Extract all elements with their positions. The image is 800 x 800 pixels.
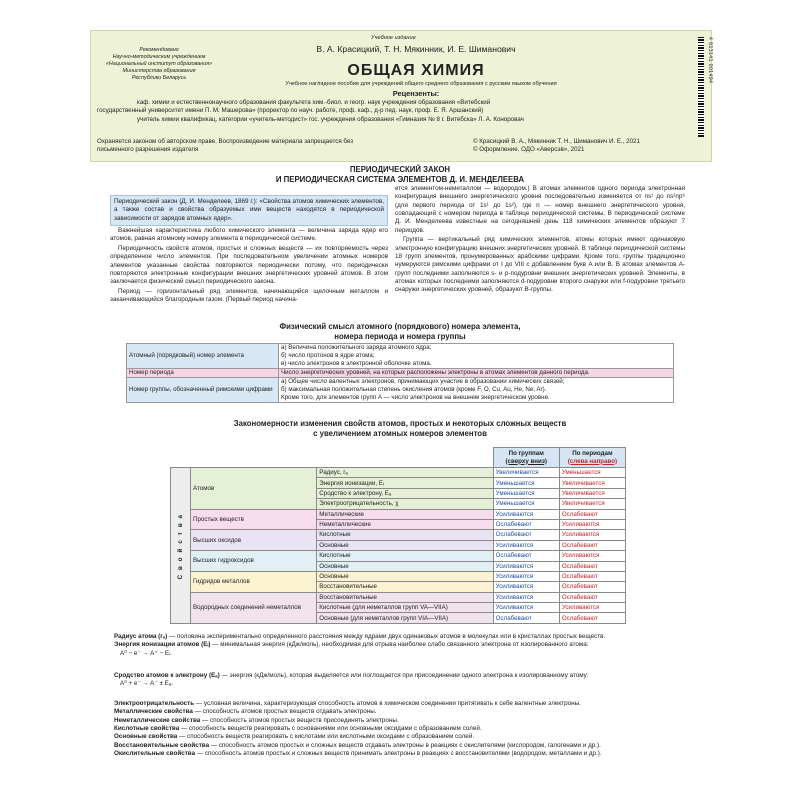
value-line: в) число электронов в электронной оболочке атома. bbox=[281, 359, 432, 367]
definition-text: — минимальная энергия (кДж/моль), необходимая для отрыва наиболее слабо связанного электрона от изолированного атома: bbox=[210, 641, 589, 649]
table1-title-line: номера периода и номера группы bbox=[334, 331, 466, 341]
value-line: а) Величина положительного заряда атомного ядра; bbox=[281, 344, 432, 351]
approval-line: Министерства образования bbox=[122, 68, 196, 75]
table-row bbox=[171, 468, 626, 478]
trends-table bbox=[170, 447, 626, 624]
definitions-block-3 bbox=[114, 700, 690, 759]
table-row bbox=[171, 571, 626, 581]
row-label: Номер группы, обозначенный римскими цифрами bbox=[127, 377, 279, 402]
property: Основные (для неметаллов групп VIA—VIIA) bbox=[317, 613, 493, 623]
row-label: Атомный (порядковый) номер элемента bbox=[127, 344, 279, 369]
edition-label: Учебное издание bbox=[371, 35, 416, 41]
definition bbox=[114, 672, 690, 680]
value-line: б) максимальная положительная степень окисления атомов (кроме F, O, Cu, Au, He, Ne, Ar). bbox=[281, 385, 547, 393]
group-trend: Уменьшается bbox=[493, 488, 559, 498]
col-header-groups bbox=[493, 448, 559, 468]
approval-line: Рекомендовано bbox=[139, 47, 179, 53]
property: Неметаллические bbox=[317, 519, 493, 529]
group-trend: Усиливаются bbox=[493, 592, 559, 602]
group-trend: Усиливаются bbox=[493, 603, 559, 613]
property: Основные bbox=[317, 540, 493, 550]
property: Восстановительные bbox=[317, 592, 493, 602]
definition bbox=[114, 708, 690, 716]
paragraph: Периодичность свойств атомов, простых и сложных веществ — их повторяемость через определенное число элементов. При последовательном увеличении атомных номеров элементов указанные свойства повторяются периодически потому, что периодически повторяются электронные конфигурации внешних энергетических уровней атомов. В этом заключается физический смысл периодического закона. bbox=[110, 244, 388, 286]
definition-text: — способность атомов простых веществ отдавать электроны. bbox=[192, 708, 377, 716]
table1-title-line: Физический смысл атомного (порядкового) номера элемента, bbox=[279, 322, 521, 331]
periodic-law-box: Периодический закон (Д. И. Менделеев, 1869 г.): «Свойства атомов химических элементов, а также состав и свойства образуемых ими веществ находятся в периодической зависимости от зарядов атомных ядер». bbox=[110, 195, 388, 226]
definition-text: — условная величина, характеризующая способность атомов в химическом соединении притягивать к себе валентные электроны. bbox=[194, 700, 581, 707]
property: Металлические bbox=[317, 509, 493, 519]
group-trend: Уменьшается bbox=[493, 478, 559, 488]
period-trend: Ослабевают bbox=[559, 582, 625, 592]
equation: A⁰ + e⁻ → A⁻ ± Eₐ. bbox=[120, 680, 173, 688]
definition-term: Электроотрицательность bbox=[114, 700, 195, 707]
group-trend: Уменьшается bbox=[493, 499, 559, 509]
table2-title-line: с увеличением атомных номеров элементов bbox=[313, 428, 487, 438]
group-trend: Ослабевают bbox=[493, 519, 559, 529]
right-column bbox=[395, 185, 685, 296]
definition-term: Окислительные свойства bbox=[114, 750, 196, 758]
definition-text: — способность атомов простых веществ присоединять электроны. bbox=[200, 716, 399, 724]
definitions-block-2 bbox=[114, 672, 690, 689]
definition-text: — энергия (кДж/моль), которая выделяется или поглощается при присоединении одного электрона к изолированному атому: bbox=[219, 672, 589, 679]
property: Основные bbox=[317, 571, 493, 581]
col-header-sub: (сверху вниз) bbox=[505, 457, 547, 465]
definition bbox=[114, 742, 690, 750]
row-value bbox=[279, 377, 674, 402]
definition-term: Восстановительные свойства bbox=[114, 741, 210, 749]
group-trend: Увеличивается bbox=[493, 468, 559, 478]
value-line: а) Общее число валентных электронов, принимающих участие в образовании химических связей; bbox=[281, 377, 565, 385]
property: Кислотные bbox=[317, 551, 493, 561]
property: Энергия ионизации, Eᵢ bbox=[317, 478, 493, 488]
group-metal-hydrides: Гидридов металлов bbox=[191, 571, 317, 592]
definition-term: Радиус атома (rₐ) bbox=[114, 633, 168, 640]
group-atoms: Атомов bbox=[191, 468, 317, 510]
group-trend: Усиливаются bbox=[493, 540, 559, 550]
group-trend: Усиливаются bbox=[493, 582, 559, 592]
barcode bbox=[698, 37, 713, 137]
copyright-note: Охраняется законом об авторском праве. Воспроизведение материала запрещается без письменного разрешения издателя bbox=[97, 138, 354, 154]
reviewer-line: учитель химии квалификац. категории «учитель-методист» гос. учреждения образования «Гимназия № 8 г. Витебска» Л. А. Коноровач bbox=[137, 115, 524, 123]
col-header-label: По периодам bbox=[572, 450, 613, 458]
definition bbox=[114, 750, 690, 758]
approval-stamp bbox=[99, 47, 219, 82]
meaning-table bbox=[126, 343, 674, 403]
group-hydroxides: Высших гидроксидов bbox=[191, 551, 317, 572]
side-label bbox=[171, 468, 191, 624]
period-trend: Ослабевают bbox=[559, 509, 625, 519]
period-trend: Усиливаются bbox=[559, 551, 625, 561]
section-title bbox=[160, 165, 640, 184]
book-title: ОБЩАЯ ХИМИЯ bbox=[347, 62, 485, 79]
col-header-periods bbox=[559, 448, 625, 468]
copyright-line: © Красицкий В. А., Мякинник Т. Н., Шиманович И. Е., 2021 bbox=[473, 138, 640, 145]
table2-title bbox=[200, 419, 600, 438]
reviewer-line: государственный университет имени П. М. Машерова» (проректор по науч. работе, проф. каф., д-р пед. наук, проф. Е. Я. Аршанский) bbox=[97, 107, 484, 115]
group-trend: Усиливаются bbox=[493, 561, 559, 571]
reviewer-line: каф. химии и естественнонаучного образования факультета хим.-биол. и геогр. наук учреждения образования «Витебский bbox=[137, 99, 491, 106]
period-trend: Ослабевают bbox=[559, 613, 625, 623]
definition-term: Энергия ионизации атомов (Eᵢ) bbox=[114, 641, 211, 649]
side-label-text: Свойства bbox=[176, 509, 184, 580]
table-row bbox=[127, 377, 674, 402]
table-row bbox=[171, 592, 626, 602]
definition bbox=[114, 717, 690, 725]
corner-cell bbox=[171, 448, 191, 468]
section-title-line: ПЕРИОДИЧЕСКИЙ ЗАКОН bbox=[349, 165, 451, 174]
col-header-sub: (слева направо) bbox=[567, 457, 618, 465]
header-panel bbox=[90, 30, 712, 162]
period-trend: Ослабевают bbox=[559, 561, 625, 571]
paragraph: Период — горизонтальный ряд элементов, начинающийся щелочным металлом и заканчивающийся благородным газом. (Первый период начина- bbox=[110, 287, 388, 303]
property: Сродство к электрону, Eₐ bbox=[317, 488, 493, 498]
row-value bbox=[279, 344, 674, 369]
copyright-line: © Оформление. ОДО «Аверсэв», 2021 bbox=[473, 146, 585, 154]
group-oxides: Высших оксидов bbox=[191, 530, 317, 551]
definitions-block-1 bbox=[114, 633, 690, 658]
reviewers-list bbox=[97, 99, 695, 124]
property: Восстановительные bbox=[317, 582, 493, 592]
group-trend: Ослабевают bbox=[493, 613, 559, 623]
paragraph: ется элементом-неметаллом — водородом.) В атомах элементов одного периода электронная конфигурация внешнего энергетического уровня последовательно изменяется от ns¹ до ns²np⁶ (для первого периода от 1s¹ до 1s²), где n — номер внешнего энергетического уровня, совпадающий с номером периода в таблице периодической системы. В периодической системе Д. И. Менделеева известные на сегодняшний день 118 химических элементов образуют 7 периодов. bbox=[395, 185, 685, 234]
corner-cell bbox=[317, 448, 493, 468]
left-column bbox=[110, 195, 388, 305]
col-header-label: По группам bbox=[508, 450, 544, 458]
definition-term: Неметаллические свойства bbox=[114, 716, 201, 724]
paragraph: Важнейшая характеристика любого химического элемента — величина заряда ядер его атомов, равная атомному номеру элемента в периодической системе. bbox=[110, 227, 388, 243]
definition bbox=[114, 641, 690, 649]
row-value: Число энергетических уровней, на которых расположены электроны в атомах элементов данного периода. bbox=[279, 368, 674, 377]
definition-text: — половина экспериментально определенного расстояния между ядрами двух одинаковых атомов в молекулах или в кристаллах простых веществ. bbox=[167, 633, 606, 640]
group-trend: Ослабевают bbox=[493, 530, 559, 540]
group-trend: Ослабевают bbox=[493, 551, 559, 561]
table-row bbox=[127, 344, 674, 369]
group-simple: Простых веществ bbox=[191, 509, 317, 530]
definition-term: Кислотные свойства bbox=[114, 725, 180, 733]
value-line: б) число протонов в ядре атома; bbox=[281, 351, 375, 359]
table-header-row bbox=[171, 448, 626, 468]
authors: В. А. Красицкий, Т. Н. Мякинник, И. Е. Шиманович bbox=[316, 44, 516, 54]
barcode-number: 4 813141 001494 bbox=[707, 37, 713, 84]
table1-title bbox=[200, 322, 600, 341]
definition-text: — способность атомов простых и сложных веществ принимать электроны в реакциях с восстановителями (водородом, металлами и др.). bbox=[195, 750, 602, 758]
row-label: Номер периода bbox=[127, 368, 279, 377]
definition-text: — способность веществ реагировать с кислотами или кислотными оксидами с образованием солей. bbox=[177, 733, 475, 741]
approval-line: «Национальный институт образования» bbox=[105, 61, 213, 68]
reviewers-title: Рецензенты: bbox=[392, 89, 440, 98]
book-subtitle: Учебное наглядное пособие для учреждений общего среднего образования с русским языком обучения bbox=[285, 81, 557, 87]
approval-line: Научно-методическим учреждением bbox=[112, 54, 206, 61]
table-row bbox=[127, 368, 674, 377]
definition-text: — способность веществ реагировать с основаниями или основными оксидами с образованием солей. bbox=[179, 725, 482, 733]
definition-term: Металлические свойства bbox=[114, 708, 193, 716]
approval-line: Республики Беларусь bbox=[131, 75, 187, 82]
definition-term: Основные свойства bbox=[114, 733, 178, 741]
period-trend: Ослабевают bbox=[559, 592, 625, 602]
table-row bbox=[171, 530, 626, 540]
group-nonmetal-hydrogen: Водородных соединений неметаллов bbox=[191, 592, 317, 623]
period-trend: Ослабевают bbox=[559, 540, 625, 550]
period-trend: Усиливаются bbox=[559, 530, 625, 540]
property: Кислотные bbox=[317, 530, 493, 540]
definition bbox=[114, 733, 690, 741]
definition-term: Сродство атомов к электрону (Eₐ) bbox=[114, 672, 220, 679]
period-trend: Уменьшается bbox=[559, 468, 625, 478]
table-row bbox=[171, 551, 626, 561]
group-trend: Усиливаются bbox=[493, 509, 559, 519]
equation: A⁰ − e⁻ → A⁺ − Eᵢ. bbox=[120, 649, 172, 657]
section-title-line: И ПЕРИОДИЧЕСКАЯ СИСТЕМА ЭЛЕМЕНТОВ Д. И. МЕНДЕЛЕЕВА bbox=[275, 174, 525, 184]
value-line: Кроме того, для элементов групп A — число электронов на внешнем энергетическом уровне. bbox=[281, 393, 550, 401]
property: Основные bbox=[317, 561, 493, 571]
property: Кислотные (для неметаллов групп VA—VIIA) bbox=[317, 603, 493, 613]
period-trend: Увеличивается bbox=[559, 499, 625, 509]
period-trend: Увеличивается bbox=[559, 478, 625, 488]
table2-title-line: Закономерности изменения свойств атомов, простых и некоторых сложных веществ bbox=[233, 419, 567, 428]
property: Электроотрицательность, χ bbox=[317, 499, 493, 509]
group-trend: Усиливаются bbox=[493, 571, 559, 581]
period-trend: Ослабевают bbox=[559, 571, 625, 581]
period-trend: Усиливаются bbox=[559, 519, 625, 529]
period-trend: Увеличивается bbox=[559, 488, 625, 498]
paragraph: Группа — вертикальный ряд химических элементов, атомы которых имеют одинаковую электронную конфигурацию внешних энергетических уровней. В таблице периодической системы 18 групп элементов, пронумерованных арабскими цифрами. Кроме того, группы традиционно нумеруются римскими цифрами от I до VIII с добавлением букв A или B. В атомах элементов A-групп последними заполняются s- и p-подуровни внешних энергетических уровней. Элементы, в атомах которых последними заполняются d-подуровни второго снаружи или f-подуровни третьего снаружи энергетических уровней, образуют B-группы. bbox=[395, 236, 685, 294]
property: Радиус, rₐ bbox=[317, 468, 493, 478]
corner-cell bbox=[191, 448, 317, 468]
period-trend: Усиливаются bbox=[559, 603, 625, 613]
copyright-block bbox=[473, 138, 693, 155]
table-row bbox=[171, 509, 626, 519]
barcode-bars bbox=[698, 37, 704, 137]
definition-text: — способность атомов простых и сложных веществ отдавать электроны в реакциях с окислителями (кислородом, галогенами и др.). bbox=[209, 741, 601, 749]
